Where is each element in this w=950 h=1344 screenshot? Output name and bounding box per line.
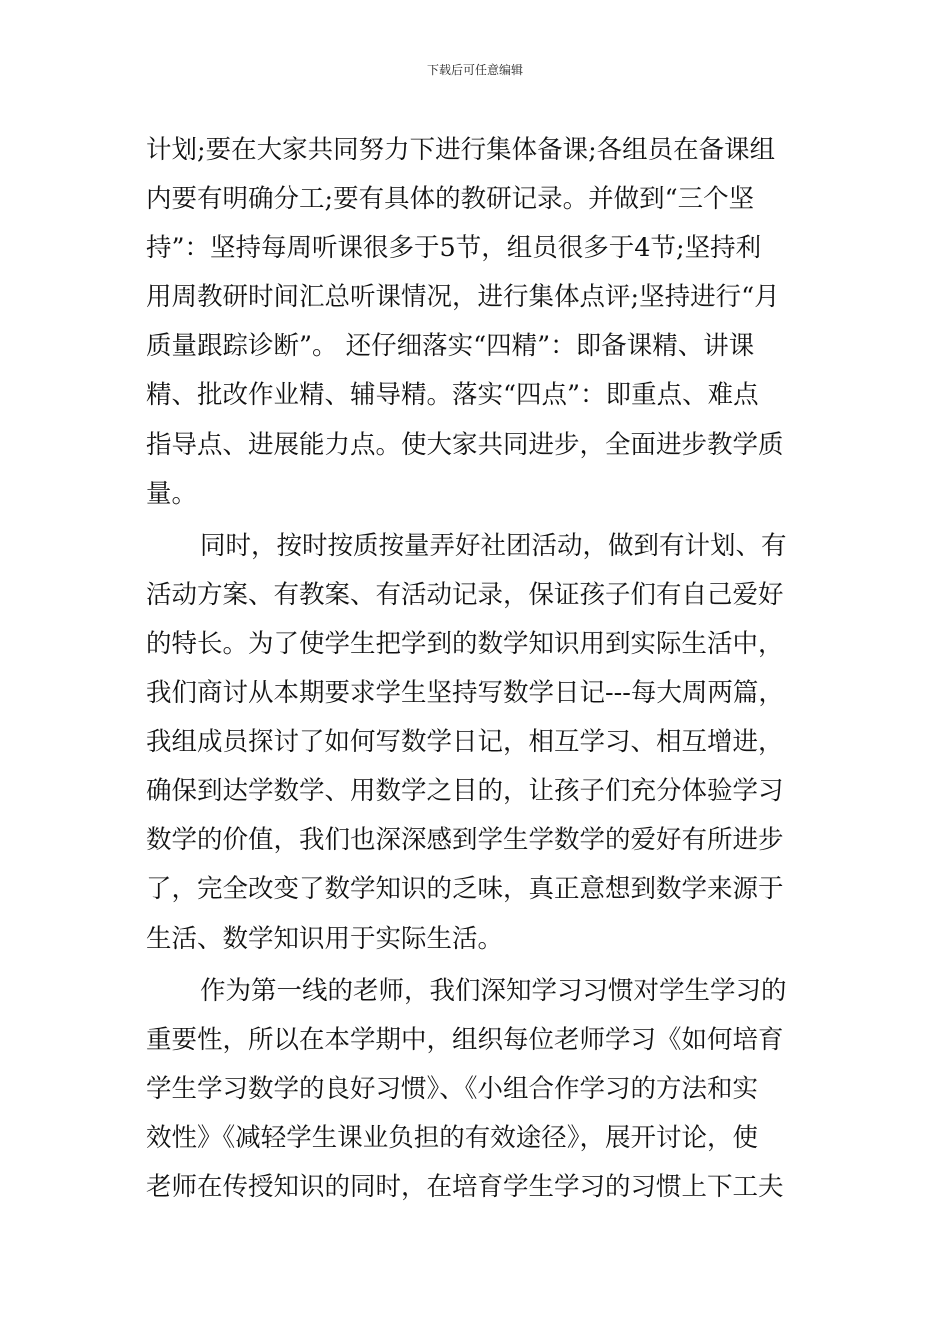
text-line: 计划;要在大家共同努力下进行集体备课;各组员在备课组 bbox=[146, 135, 776, 165]
text-line: 精、批改作业精、辅导精。落实“四点”：即重点、难点 bbox=[146, 380, 759, 411]
text-line: 量。 bbox=[146, 478, 198, 509]
text-line: 数学的价值，我们也深深感到学生学数学的爱好有所进步 bbox=[146, 825, 784, 856]
text-line: 确保到达学数学、用数学之目的，让孩子们充分体验学习 bbox=[146, 776, 784, 807]
text-line: 了，完全改变了数学知识的乏味，真正意想到数学来源于 bbox=[146, 874, 784, 905]
text-line: 生活、数学知识用于实际生活。 bbox=[146, 923, 504, 954]
text-line: 活动方案、有教案、有活动记录，保证孩子们有自己爱好 bbox=[146, 579, 784, 610]
text-line: 同时，按时按质按量弄好社团活动，做到有计划、有 bbox=[200, 530, 787, 561]
document-body bbox=[146, 126, 818, 1212]
text-line: 老师在传授知识的同时，在培育学生学习的习惯上下工夫 bbox=[146, 1171, 784, 1202]
text-line: 重要性，所以在本学期中，组织每位老师学习《如何培育 bbox=[146, 1024, 784, 1055]
paragraph-3 bbox=[146, 967, 818, 1212]
text-line: 我组成员探讨了如何写数学日记，相互学习、相互增进， bbox=[146, 727, 784, 758]
text-line: 作为第一线的老师，我们深知学习习惯对学生学习的 bbox=[200, 975, 787, 1006]
paragraph-2 bbox=[146, 522, 818, 964]
text-line: 持”：坚持每周听课很多于5节，组员很多于4节;坚持利 bbox=[146, 233, 762, 264]
text-line: 我们商讨从本期要求学生坚持写数学日记---每大周两篇， bbox=[146, 678, 784, 709]
text-line: 内要有明确分工;要有具体的教研记录。并做到“三个坚 bbox=[146, 184, 755, 215]
text-line: 指导点、进展能力点。使大家共同进步，全面进步教学质 bbox=[146, 429, 784, 460]
text-line: 的特长。为了使学生把学到的数学知识用到实际生活中， bbox=[146, 628, 784, 659]
text-line: 学生学习数学的良好习惯》、《小组合作学习的方法和实 bbox=[146, 1073, 759, 1104]
text-line: 效性》《减轻学生课业负担的有效途径》，展开讨论，使 bbox=[146, 1122, 759, 1153]
text-line: 质量跟踪诊断”。 还仔细落实“四精”：即备课精、讲课 bbox=[146, 331, 755, 362]
page-header: 下载后可任意编辑 bbox=[426, 63, 523, 77]
paragraph-1 bbox=[146, 126, 818, 519]
text-line: 用周教研时间汇总听课情况，进行集体点评;坚持进行“月 bbox=[146, 282, 780, 313]
